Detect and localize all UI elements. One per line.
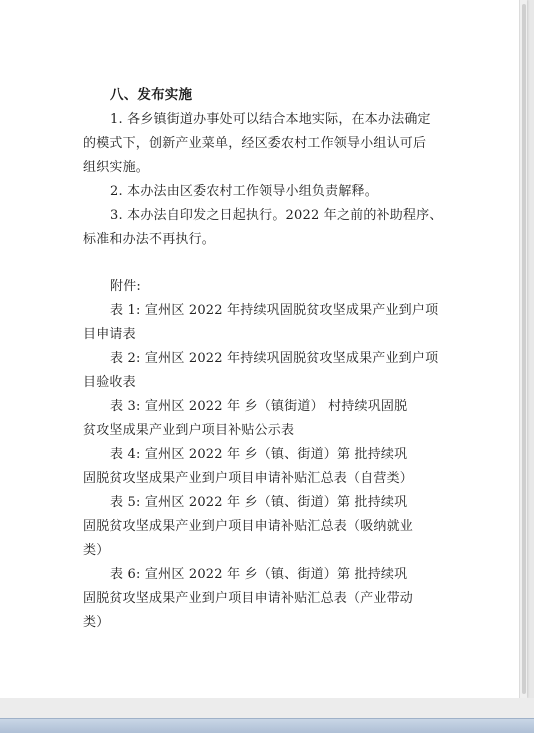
attachment-line: 类）	[83, 543, 110, 558]
attachment-line: 固脱贫攻坚成果产业到户项目申请补贴汇总表（吸纳就业	[83, 519, 414, 534]
page-gap	[0, 698, 534, 719]
body-line: 组织实施。	[83, 160, 150, 175]
attachment-line: 表 3: 宣州区 2022 年 乡（镇街道） 村持续巩固脱	[110, 399, 408, 414]
body-line: 1. 各乡镇街道办事处可以结合本地实际，在本办法确定	[110, 112, 431, 127]
body-line: 2. 本办法由区委农村工作领导小组负责解释。	[110, 184, 378, 199]
status-bar	[0, 718, 534, 733]
scrollbar-thumb[interactable]	[522, 4, 526, 694]
section-heading: 八、发布实施	[110, 87, 193, 103]
body-line: 的模式下，创新产业菜单，经区委农村工作领导小组认可后	[83, 136, 427, 151]
attachment-line: 贫攻坚成果产业到户项目补贴公示表	[83, 423, 295, 438]
attachment-line: 固脱贫攻坚成果产业到户项目申请补贴汇总表（产业带动	[83, 591, 414, 606]
body-line: 标准和办法不再执行。	[83, 232, 216, 247]
attachment-line: 表 6: 宣州区 2022 年 乡（镇、街道）第 批持续巩	[110, 567, 408, 582]
body-line: 3. 本办法自印发之日起执行。2022 年之前的补助程序、	[110, 208, 443, 223]
attachment-line: 目验收表	[83, 375, 136, 390]
attachment-line: 表 5: 宣州区 2022 年 乡（镇、街道）第 批持续巩	[110, 495, 408, 510]
attachments-label: 附件:	[110, 279, 141, 294]
attachment-line: 类）	[83, 615, 110, 630]
attachment-line: 表 1: 宣州区 2022 年持续巩固脱贫攻坚成果产业到户项	[110, 303, 439, 318]
attachment-line: 固脱贫攻坚成果产业到户项目申请补贴汇总表（自营类）	[83, 471, 414, 486]
vertical-scrollbar[interactable]	[519, 0, 527, 698]
attachment-line: 表 2: 宣州区 2022 年持续巩固脱贫攻坚成果产业到户项	[110, 351, 439, 366]
attachment-line: 表 4: 宣州区 2022 年 乡（镇、街道）第 批持续巩	[110, 447, 408, 462]
attachment-line: 目申请表	[83, 327, 136, 342]
